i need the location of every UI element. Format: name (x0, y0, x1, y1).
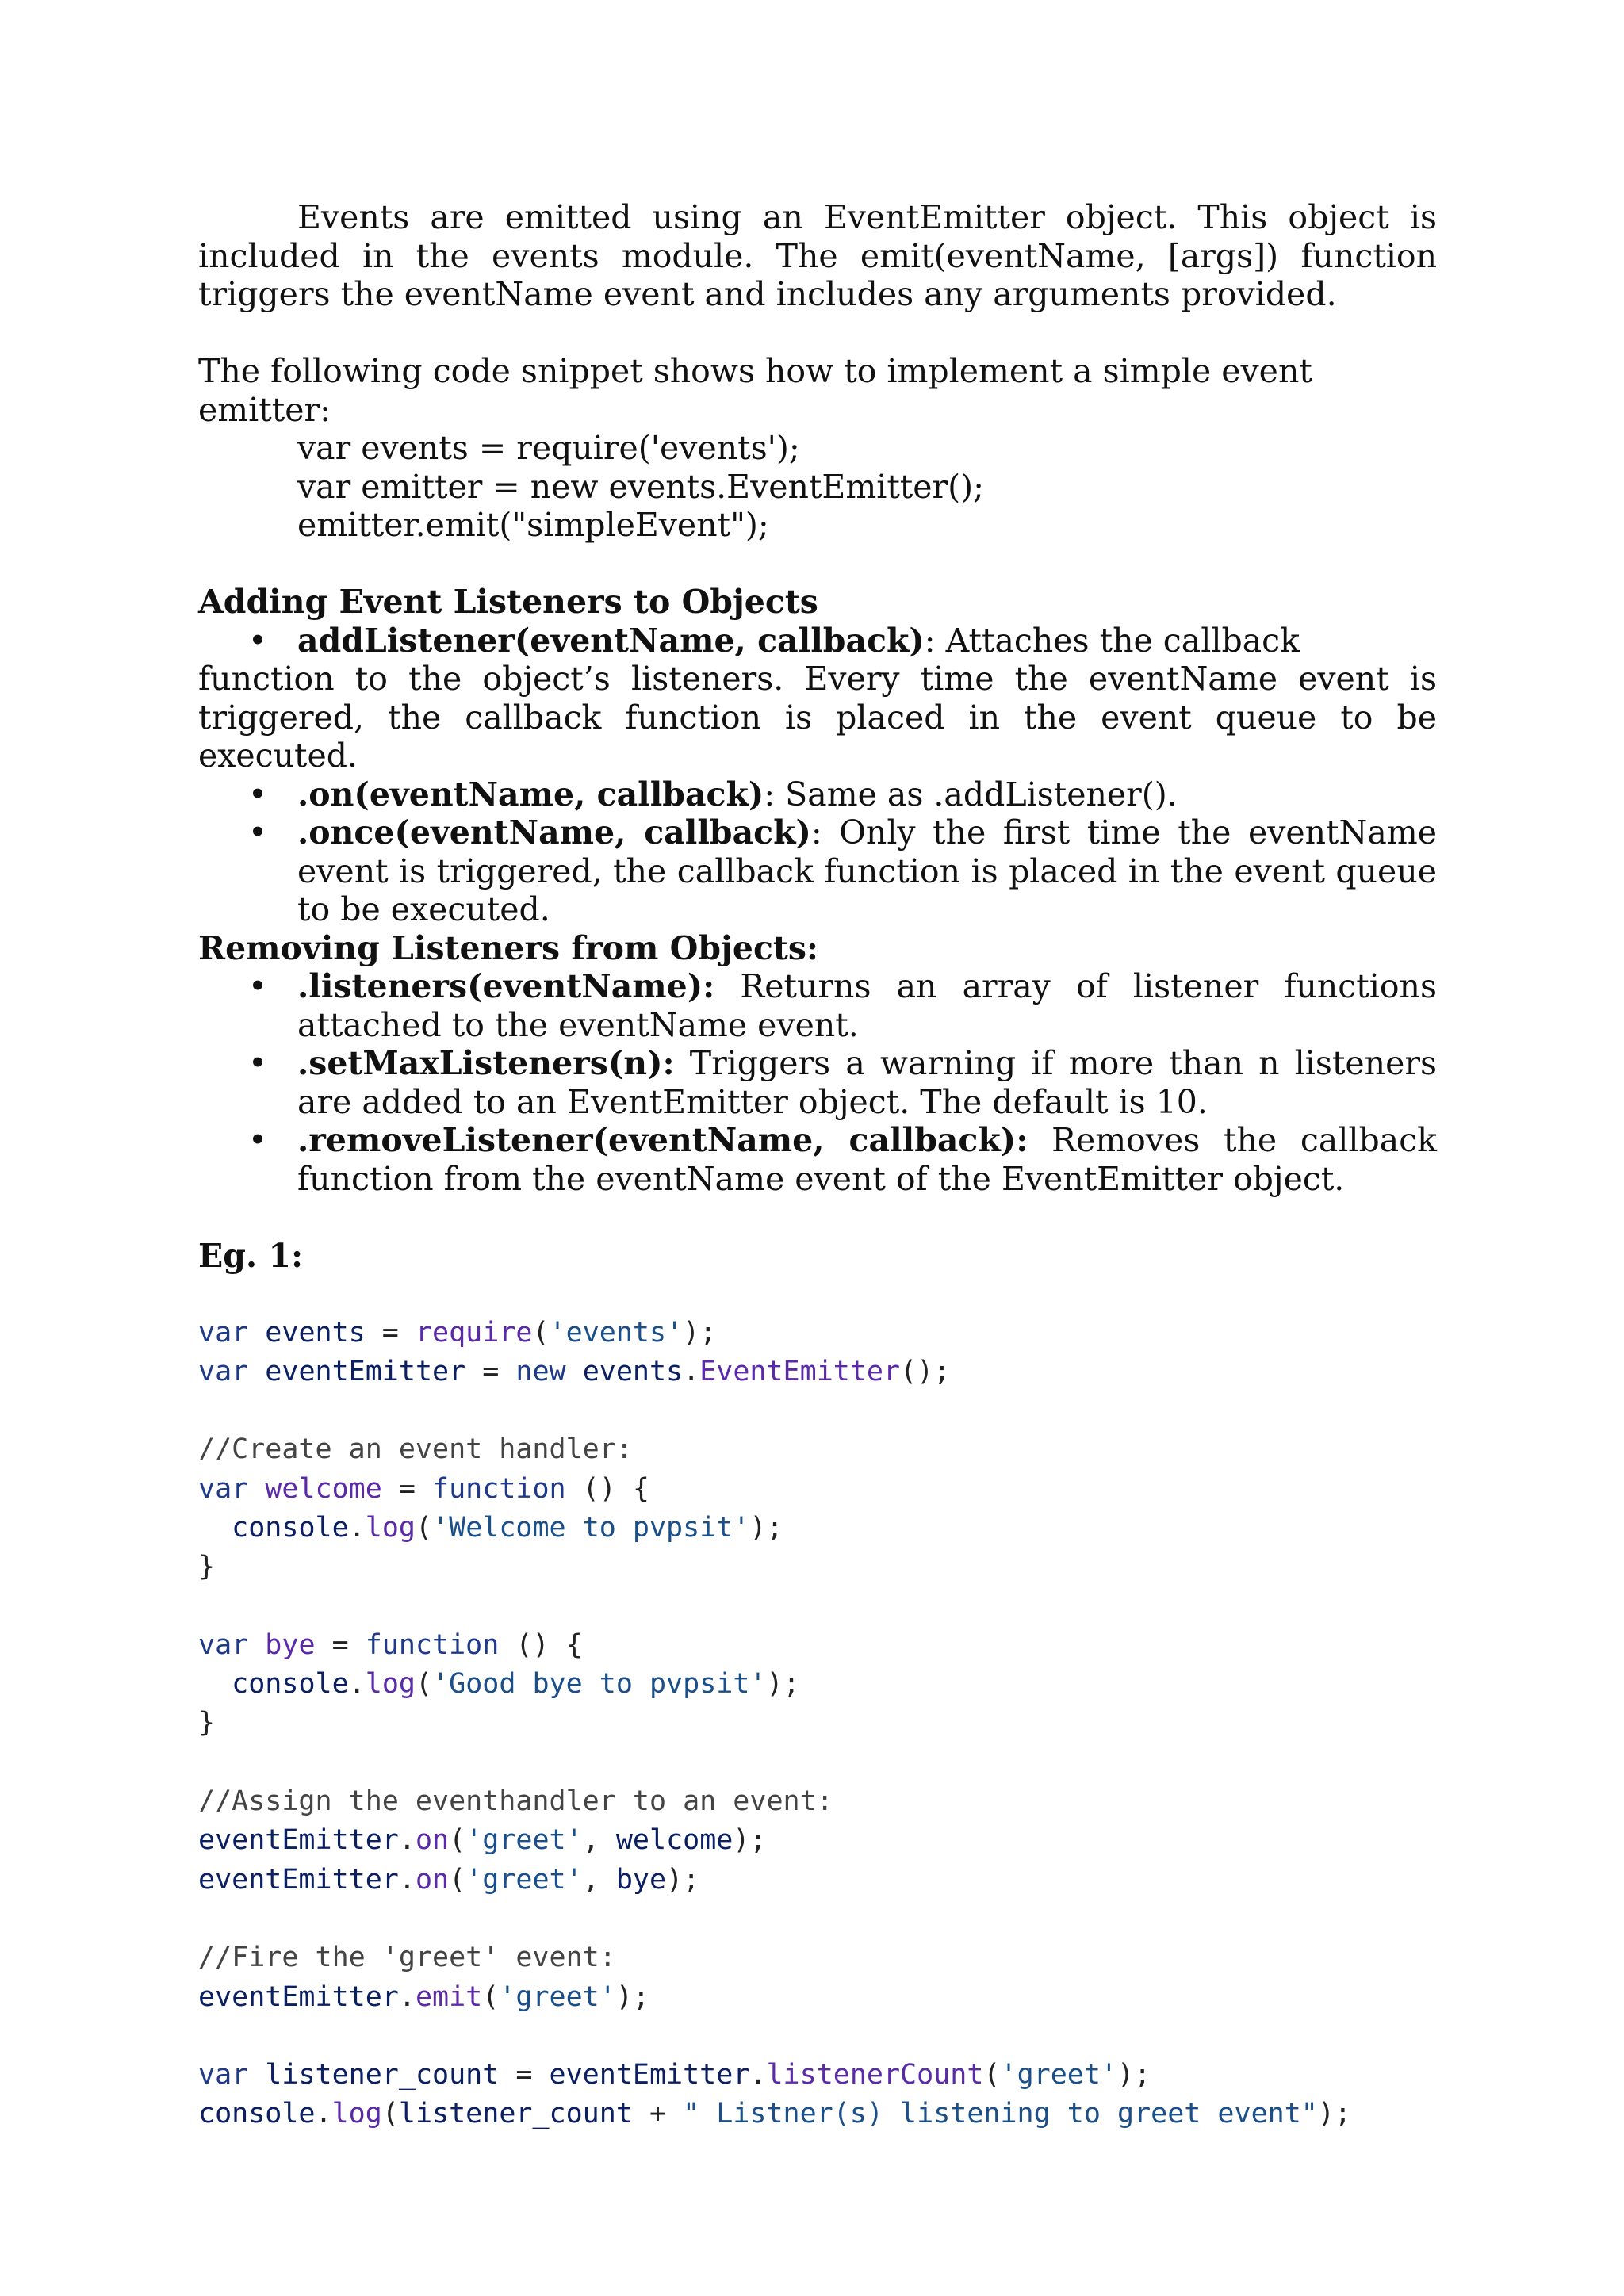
code-blank-line (198, 1587, 1437, 1626)
spacer (198, 314, 1437, 353)
code-line: console.log('Good bye to pvpsit'); (232, 1668, 800, 1701)
bullet-icon: • (247, 813, 268, 851)
bullet-icon: • (247, 621, 268, 660)
method-desc: : Same as .addListener(). (764, 775, 1178, 813)
example-heading: Eg. 1: (198, 1236, 304, 1275)
method-desc: Returns an array of listener functions attached to the eventName event. (297, 967, 1437, 1044)
simple-snippet (198, 429, 1437, 545)
code-line: } (198, 1707, 216, 1739)
list-item (198, 622, 1437, 775)
code-line: eventEmitter.on('greet', bye); (198, 1863, 700, 1896)
code-blank-line (198, 1391, 1437, 1430)
code-line: var listener_count = eventEmitter.listenerCount('greet'); (198, 2059, 1151, 2091)
code-line: console.log('Welcome to pvpsit'); (232, 1511, 783, 1544)
snippet-intro: The following code snippet shows how to implement a simple event emitter: (198, 352, 1312, 429)
method-term: .on(eventName, callback) (297, 775, 764, 813)
snippet-line: emitter.emit("simpleEvent"); (297, 506, 769, 544)
code-line: eventEmitter.on('greet', welcome); (198, 1824, 767, 1857)
list-item (198, 1121, 1437, 1198)
spacer (198, 1198, 1437, 1237)
removing-listeners-heading: Removing Listeners from Objects: (198, 928, 819, 967)
code-line: console.log(listener_count + " Listner(s) listening to greet event"); (198, 2098, 1352, 2130)
list-item (198, 775, 1437, 814)
snippet-line: var emitter = new events.EventEmitter(); (297, 467, 984, 506)
method-desc: Triggers a warning if more than n listeners are added to an EventEmitter object. The default is 10. (297, 1044, 1437, 1121)
intro-paragraph: Events are emitted using an EventEmitter object. This object is included in the events module. The emit(eventName, [args]) function triggers the eventName event and includes any arguments provided. (198, 198, 1437, 313)
code-comment: //Create an event handler: (198, 1433, 633, 1466)
list-item (198, 967, 1437, 1044)
method-desc: Removes the callback function from the eventName event of the EventEmitter object. (297, 1121, 1437, 1198)
removing-listeners-list (198, 967, 1437, 1198)
snippet-line: var events = require('events'); (297, 429, 800, 467)
code-line: var eventEmitter = new events.EventEmitter(); (198, 1355, 951, 1387)
method-term: .setMaxListeners(n): (297, 1044, 675, 1082)
bullet-icon: • (247, 1044, 268, 1082)
bullet-icon: • (247, 775, 268, 813)
code-comment: //Fire the 'greet' event: (198, 1942, 616, 1974)
method-desc: : Attaches the callback (924, 621, 1300, 660)
code-block (198, 1314, 1437, 2134)
method-term: .removeListener(eventName, callback): (297, 1121, 1028, 1159)
adding-listeners-list (198, 622, 1437, 929)
bullet-icon: • (247, 967, 268, 1005)
method-desc-continued: function to the object’s listeners. Every time the eventName event is triggered, the callback function is placed in the event queue to be executed. (198, 660, 1437, 775)
code-line: var welcome = function () { (198, 1472, 649, 1505)
list-item (198, 1044, 1437, 1121)
code-line: var events = require('events'); (198, 1316, 717, 1349)
code-line: } (198, 1551, 216, 1583)
code-line: var bye = function () { (198, 1628, 583, 1661)
adding-listeners-heading: Adding Event Listeners to Objects (198, 583, 818, 621)
method-term: .once(eventName, callback) (297, 813, 811, 851)
code-blank-line (198, 2017, 1437, 2056)
method-term: .listeners(eventName): (297, 967, 715, 1005)
method-desc: : Only the first time the eventName event is triggered, the callback function is placed in the event queue to be executed. (297, 813, 1437, 928)
code-blank-line (198, 1743, 1437, 1782)
method-term: addListener(eventName, callback) (297, 621, 925, 660)
bullet-icon: • (247, 1121, 268, 1159)
list-item (198, 813, 1437, 929)
code-line: eventEmitter.emit('greet'); (198, 1980, 649, 2013)
document-page (198, 198, 1437, 2134)
code-comment: //Assign the eventhandler to an event: (198, 1785, 833, 1818)
code-blank-line (198, 1900, 1437, 1938)
spacer (198, 545, 1437, 584)
